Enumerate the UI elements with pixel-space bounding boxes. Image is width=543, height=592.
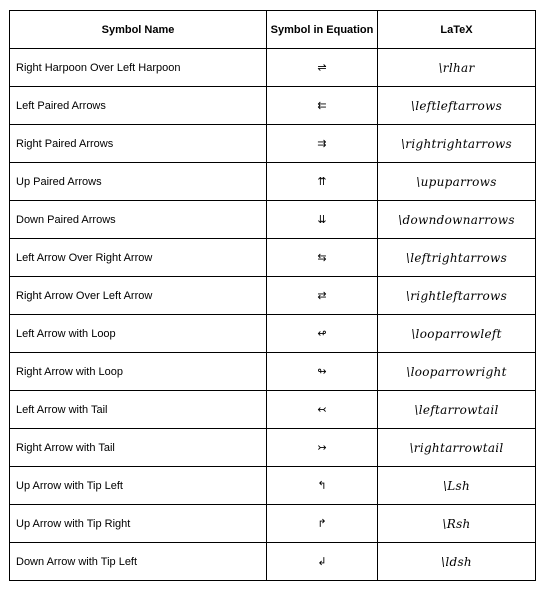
- table-row: [10, 277, 536, 315]
- table-row: [10, 315, 536, 353]
- symbol-name-cell: Up Paired Arrows: [10, 163, 267, 201]
- table-row: [10, 543, 536, 581]
- symbol-name-cell: Right Arrow with Loop: [10, 353, 267, 391]
- symbol-glyph-cell: ↬: [267, 353, 378, 391]
- header-symbol-in-equation: Symbol in Equation: [267, 11, 378, 49]
- symbol-name-cell: Right Harpoon Over Left Harpoon: [10, 49, 267, 87]
- symbol-glyph-cell: ↫: [267, 315, 378, 353]
- symbol-name-cell: Right Paired Arrows: [10, 125, 267, 163]
- header-symbol-name: Symbol Name: [10, 11, 267, 49]
- symbol-name-cell: Left Paired Arrows: [10, 87, 267, 125]
- symbol-glyph-cell: ⇆: [267, 239, 378, 277]
- latex-command-cell: \looparrowleft: [378, 315, 536, 353]
- symbol-glyph-cell: ↰: [267, 467, 378, 505]
- symbol-name-cell: Up Arrow with Tip Left: [10, 467, 267, 505]
- symbol-glyph-cell: ⇇: [267, 87, 378, 125]
- symbol-glyph-cell: ⇄: [267, 277, 378, 315]
- table-row: [10, 125, 536, 163]
- latex-command-cell: \Lsh: [378, 467, 536, 505]
- symbol-name-cell: Left Arrow with Loop: [10, 315, 267, 353]
- latex-command-cell: \leftrightarrows: [378, 239, 536, 277]
- symbol-glyph-cell: ↲: [267, 543, 378, 581]
- symbol-glyph-cell: ⇌: [267, 49, 378, 87]
- symbol-glyph-cell: ↢: [267, 391, 378, 429]
- table-row: [10, 163, 536, 201]
- symbol-name-cell: Up Arrow with Tip Right: [10, 505, 267, 543]
- symbol-name-cell: Right Arrow Over Left Arrow: [10, 277, 267, 315]
- symbol-name-cell: Right Arrow with Tail: [10, 429, 267, 467]
- symbol-glyph-cell: ⇉: [267, 125, 378, 163]
- latex-command-cell: \downdownarrows: [378, 201, 536, 239]
- latex-command-cell: \upuparrows: [378, 163, 536, 201]
- table-row: [10, 429, 536, 467]
- table-row: [10, 49, 536, 87]
- table-row: [10, 391, 536, 429]
- latex-command-cell: \Rsh: [378, 505, 536, 543]
- table-row: [10, 87, 536, 125]
- latex-command-cell: \rightarrowtail: [378, 429, 536, 467]
- symbol-name-cell: Down Arrow with Tip Left: [10, 543, 267, 581]
- latex-command-cell: \leftarrowtail: [378, 391, 536, 429]
- symbol-name-cell: Left Arrow Over Right Arrow: [10, 239, 267, 277]
- symbol-glyph-cell: ↱: [267, 505, 378, 543]
- symbol-glyph-cell: ⇊: [267, 201, 378, 239]
- table-header-row: [10, 11, 536, 49]
- latex-command-cell: \rlhar: [378, 49, 536, 87]
- latex-command-cell: \ldsh: [378, 543, 536, 581]
- symbol-glyph-cell: ⇈: [267, 163, 378, 201]
- symbol-glyph-cell: ↣: [267, 429, 378, 467]
- table-row: [10, 467, 536, 505]
- latex-command-cell: \looparrowright: [378, 353, 536, 391]
- table-row: [10, 239, 536, 277]
- latex-command-cell: \rightrightarrows: [378, 125, 536, 163]
- table-row: [10, 201, 536, 239]
- table-row: [10, 353, 536, 391]
- latex-symbol-table: [9, 10, 536, 581]
- header-latex: LaTeX: [378, 11, 536, 49]
- table-row: [10, 505, 536, 543]
- latex-command-cell: \leftleftarrows: [378, 87, 536, 125]
- latex-command-cell: \rightleftarrows: [378, 277, 536, 315]
- symbol-name-cell: Left Arrow with Tail: [10, 391, 267, 429]
- symbol-name-cell: Down Paired Arrows: [10, 201, 267, 239]
